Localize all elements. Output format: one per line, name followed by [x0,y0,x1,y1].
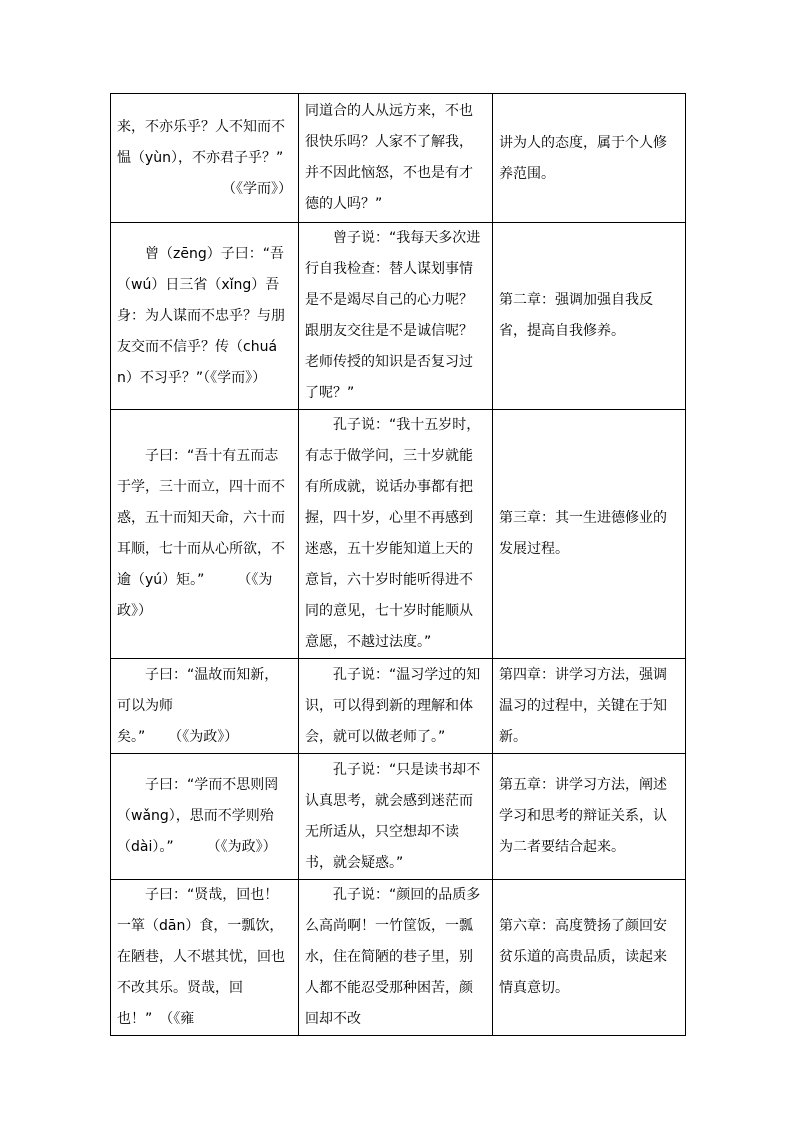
note-cell [493,94,686,223]
table-row [111,223,686,410]
original-text-cell [111,659,299,754]
translation-text: 孔子说：“我十五岁时，有志于做学问，三十岁就能有所成就，说话办事都有把握，四十岁，心里不再感到迷惑，五十岁能知道上天的意旨，六十岁时能听得进不同的意见，七十岁时能顺从意愿，不越过法度。” [305,417,481,650]
translation-text: 孔子说：“温习学过的知识，可以得到新的理解和体会，就可以做老师了。” [305,666,481,745]
translation-cell [299,659,493,754]
note-text: 第五章：讲学习方法，阐述学习和思考的辩证关系，认为二者要结合起来。 [499,777,667,855]
source-citation: （《为政》） [213,839,277,855]
table-row [111,94,686,223]
table-row [111,754,686,880]
note-cell [493,223,686,410]
translation-cell [299,410,493,659]
original-text: 子曰：“温故而知新，可以为师矣。” [117,666,279,745]
source-citation: （《为政》） [175,728,239,745]
note-cell [493,659,686,754]
note-cell [493,754,686,880]
original-text: 曾（zēng）子曰：“吾（wú）日三省（xǐng）吾身：为人谋而不忠乎？与朋友交而不信乎？传（chuán）不习乎？” [117,245,285,386]
original-text: 来，不亦乐乎？人不知而不愠（yùn），不亦君子乎？” [117,118,285,166]
table-row [111,659,686,754]
source-citation: （《学而》） [203,369,267,386]
translation-cell [299,754,493,880]
note-cell [493,410,686,659]
note-text: 讲为人的态度，属于个人修养范围。 [499,135,667,182]
analects-table [110,93,686,1036]
note-text: 第六章：高度赞扬了颜回安贫乐道的高贵品质，读起来情真意切。 [499,918,667,996]
translation-cell [299,223,493,410]
original-text: 子曰：“贤哉，回也！一箪（dān）食，一瓢饮，在陋巷，人不堪其忧，回也不改其乐。贤哉，回也！” [117,887,285,1027]
source-citation: （《雍 [166,1011,195,1027]
original-text-cell [111,223,299,410]
table-row [111,880,686,1036]
translation-text: 孔子说：“只是读书却不认真思考，就会感到迷茫而无所适从，只空想却不读书，就会疑惑。” [305,761,481,871]
original-text-cell [111,410,299,659]
original-text-cell [111,880,299,1036]
original-text-cell [111,94,299,223]
note-text: 第二章：强调加强自我反省，提高自我修养。 [499,292,653,339]
translation-text: 孔子说：“颜回的品质多么高尚啊！一竹筐饭，一瓢水，住在简陋的巷子里，别人都不能忍受那种困苦，颜回却不改 [305,887,481,1027]
table-row [111,410,686,659]
translation-cell [299,94,493,223]
original-text-cell [111,754,299,880]
note-text: 第三章：其一生进德修业的发展过程。 [499,510,667,557]
original-text: 子曰：“吾十有五而志于学，三十而立，四十而不惑，五十而知天命，六十而耳顺，七十而从心所欲，不逾（yú）矩。” [117,448,285,588]
translation-text: 同道合的人从远方来，不也很快乐吗？人家不了解我，并不因此恼怒，不也是有才德的人吗？” [305,103,473,212]
translation-cell [299,880,493,1036]
note-cell [493,880,686,1036]
note-text: 第四章：讲学习方法，强调温习的过程中，关键在于知新。 [499,666,667,745]
translation-text: 曾子说：“我每天多次进行自我检查：替人谋划事情是不是竭尽自己的心力呢？跟朋友交往是不是诚信呢？老师传授的知识是否复习过了呢？” [305,230,481,401]
source-citation: （《为政》） [117,572,273,619]
source-citation: （《学而》） [222,180,292,197]
original-text: 子曰：“学而不思则罔（wǎng），思而不学则殆（dài）。” [117,777,279,855]
